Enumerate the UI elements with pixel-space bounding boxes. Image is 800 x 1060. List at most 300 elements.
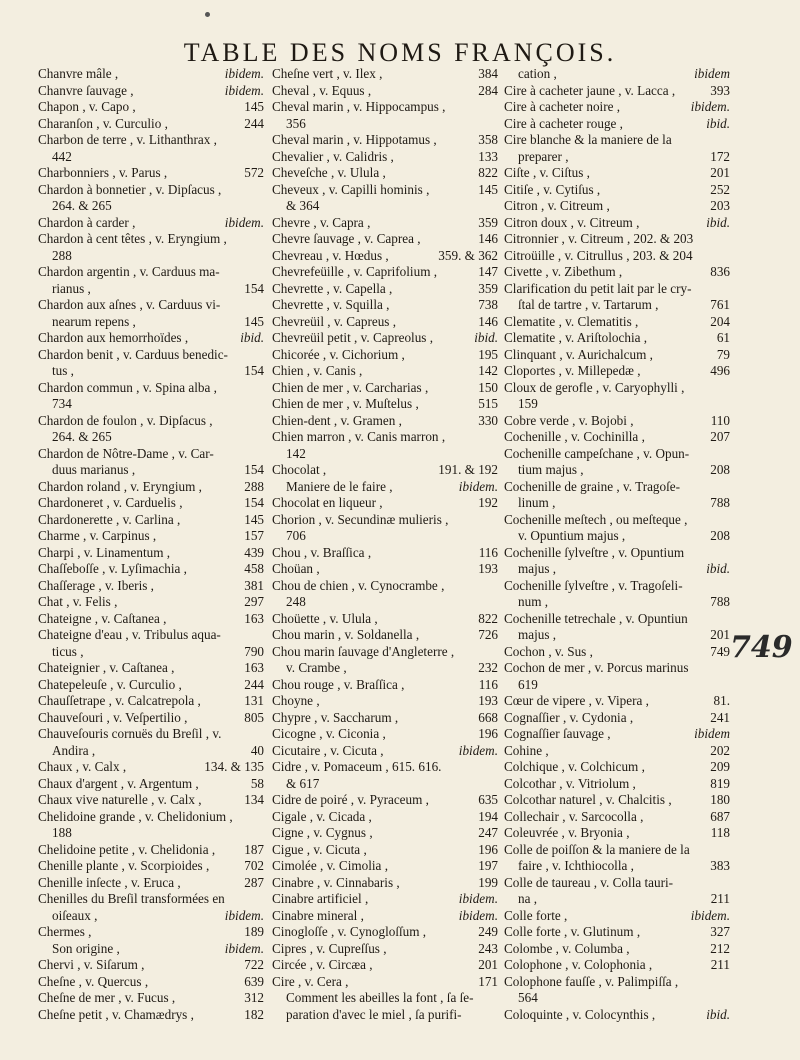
entry-term: Chien marron , v. Canis marron , (272, 429, 446, 444)
index-entry (38, 644, 264, 661)
index-entry (504, 528, 730, 545)
entry-page-ref: 145 (244, 99, 264, 114)
entry-term: Charbon de terre , v. Lithanthrax , (38, 132, 217, 147)
entry-term: Charpi , v. Linamentum , (38, 544, 171, 560)
index-entry (504, 825, 730, 842)
entry-term: Colchique , v. Colchicum , (504, 759, 645, 774)
index-entry (272, 792, 498, 809)
entry-term: Chevalier , v. Calidris , (272, 148, 394, 164)
entry-page-ref: 211 (710, 891, 730, 906)
index-entry (272, 743, 498, 760)
entry-page-ref: 790 (244, 643, 264, 659)
entry-term: Chou rouge , v. Braſſica , (272, 676, 405, 692)
entry-term: Cochenille ſylveſtre , v. Tragoſeli- (504, 577, 683, 593)
entry-term: Cochenille tetrechale , v. Opuntiun (504, 610, 688, 626)
index-entry (38, 726, 264, 743)
index-entry (504, 149, 730, 166)
index-entry (504, 561, 730, 578)
index-entry (272, 545, 498, 562)
entry-term: Choyne , (272, 693, 320, 708)
entry-term: rianus , (52, 280, 91, 296)
entry-page-ref: ibidem. (458, 907, 498, 923)
entry-term: Chenille plante , v. Scorpioides , (38, 858, 210, 873)
entry-term: Maniere de le faire , (286, 478, 393, 494)
entry-page-ref: 116 (478, 676, 498, 692)
index-entry (504, 924, 730, 941)
entry-page-ref: 134 (244, 792, 264, 807)
index-entry (272, 941, 498, 958)
index-entry (504, 578, 730, 595)
entry-term: Cidre , v. Pomaceum , 615. 616. (272, 759, 442, 774)
entry-term: Cognaſſier ſauvage , (504, 726, 611, 741)
index-entry (38, 479, 264, 496)
entry-term: Cicutaire , v. Cicuta , (272, 742, 384, 758)
entry-term: Cheval , v. Equus , (272, 82, 372, 98)
entry-page-ref: 180 (710, 792, 730, 807)
entry-term: Chocolat , (272, 462, 327, 477)
index-entry (504, 809, 730, 826)
index-entry (272, 99, 498, 116)
entry-term: Cloportes , v. Millepedæ , (504, 363, 641, 378)
entry-term: Cheſne petit , v. Chamædrys , (38, 1006, 194, 1022)
entry-page-ref: 197 (478, 858, 498, 873)
entry-term: Chardon aux aſnes , v. Carduus vi- (38, 297, 221, 312)
entry-page-ref: ibidem (694, 726, 730, 741)
entry-page-ref: 131 (244, 693, 264, 708)
index-entry (504, 875, 730, 892)
entry-page-ref: 199 (478, 874, 498, 890)
entry-page-ref: 118 (710, 825, 730, 840)
index-entry (504, 396, 730, 413)
entry-term: ſtal de tartre , v. Tartarum , (518, 297, 659, 312)
index-entry (504, 479, 730, 496)
entry-page-ref: ibid. (474, 330, 498, 345)
index-entry (38, 693, 264, 710)
entry-term: Chien , v. Canis , (272, 363, 363, 378)
index-entry (504, 116, 730, 133)
index-entry (504, 446, 730, 463)
index-entry (272, 858, 498, 875)
entry-term: Andira , (52, 742, 96, 758)
index-entry (38, 429, 264, 446)
entry-page-ref: 738 (478, 297, 498, 312)
entry-page-ref: 836 (710, 264, 730, 279)
entry-term: Cheſne vert , v. Ilex , (272, 66, 383, 81)
entry-page-ref: 288 (244, 478, 264, 494)
entry-term: Son origine , (52, 940, 120, 956)
index-column-1 (38, 66, 264, 1023)
entry-term: Cognaſſier , v. Cydonia , (504, 709, 634, 725)
entry-term: Colophone , v. Colophonia , (504, 957, 653, 972)
entry-term: Cinabre mineral , (272, 907, 364, 923)
entry-term: Civette , v. Zibethum , (504, 264, 623, 279)
index-entry (272, 479, 498, 496)
index-entry (272, 231, 498, 248)
index-entry (38, 875, 264, 892)
index-entry (38, 264, 264, 281)
entry-page-ref: 193 (478, 561, 498, 576)
entry-term: Colle de taureau , v. Colla tauri- (504, 874, 674, 890)
entry-page-ref: 146 (478, 231, 498, 246)
entry-term: 442 (52, 148, 72, 164)
entry-term: Chou marin ſauvage d'Angleterre , (272, 643, 455, 659)
entry-page-ref: 208 (710, 528, 730, 543)
entry-term: Chardon de Nôtre-Dame , v. Car- (38, 445, 214, 461)
index-entry (272, 248, 498, 265)
index-entry (38, 842, 264, 859)
entry-page-ref: 201 (710, 627, 730, 642)
entry-term: Chevre , v. Capra , (272, 214, 371, 230)
index-entry (272, 380, 498, 397)
entry-term: Chelidoine petite , v. Chelidonia , (38, 841, 216, 857)
entry-term: Chevreau , v. Hœdus , (272, 247, 389, 263)
index-entry (272, 594, 498, 611)
entry-page-ref: 726 (478, 627, 498, 642)
index-entry (272, 924, 498, 941)
index-entry (504, 182, 730, 199)
index-entry (504, 165, 730, 182)
index-entry (272, 578, 498, 595)
index-entry (504, 83, 730, 100)
index-entry (38, 66, 264, 83)
entry-page-ref: 381 (244, 577, 264, 593)
entry-page-ref: ibidem. (458, 478, 498, 494)
entry-page-ref: 635 (478, 792, 498, 807)
index-entry (504, 627, 730, 644)
index-entry (272, 627, 498, 644)
entry-page-ref: 196 (478, 841, 498, 857)
index-entry (272, 825, 498, 842)
entry-term: Colcothar , v. Vitriolum , (504, 775, 636, 791)
entry-term: majus , (518, 627, 557, 642)
index-entry (38, 83, 264, 100)
entry-term: 706 (286, 528, 306, 543)
index-entry (38, 759, 264, 776)
index-entry (504, 215, 730, 232)
ink-spot (205, 12, 210, 17)
index-entry (38, 132, 264, 149)
index-entry (504, 710, 730, 727)
index-entry (38, 743, 264, 760)
entry-page-ref: ibidem. (224, 214, 264, 230)
entry-term: Chevreüil petit , v. Capreolus , (272, 330, 434, 345)
entry-page-ref: 150 (478, 379, 498, 395)
entry-term: Chaux , v. Calx , (38, 759, 127, 774)
index-entry (504, 594, 730, 611)
index-entry (38, 776, 264, 793)
entry-page-ref: 145 (244, 511, 264, 527)
index-entry (38, 380, 264, 397)
entry-term: ticus , (52, 643, 84, 659)
index-entry (38, 297, 264, 314)
entry-term: 619 (518, 676, 538, 692)
entry-page-ref: 287 (244, 874, 264, 890)
entry-term: Chelidoine grande , v. Chelidonium , (38, 808, 233, 824)
index-entry (272, 446, 498, 463)
index-entry (38, 149, 264, 166)
index-entry (38, 528, 264, 545)
index-entry (38, 495, 264, 512)
entry-page-ref: 722 (244, 957, 264, 972)
index-entry (272, 66, 498, 83)
index-entry (504, 776, 730, 793)
entry-page-ref: 61 (716, 330, 730, 345)
index-column-3 (504, 66, 730, 1023)
entry-page-ref: 358 (478, 132, 498, 147)
index-entry (272, 908, 498, 925)
entry-page-ref: 154 (244, 462, 264, 477)
entry-term: Cidre de poiré , v. Pyraceum , (272, 792, 429, 807)
index-entry (272, 83, 498, 100)
index-entry (38, 545, 264, 562)
entry-page-ref: 496 (710, 363, 730, 378)
entry-term: Cochenille ſylveſtre , v. Opuntium (504, 544, 685, 560)
index-entry (504, 1007, 730, 1024)
entry-term: Chou marin , v. Soldanella , (272, 627, 420, 642)
entry-term: Chateignier , v. Caſtanea , (38, 660, 175, 675)
entry-term: Colombe , v. Columba , (504, 940, 630, 956)
entry-page-ref: 134. & 135 (204, 759, 264, 774)
entry-page-ref: ibid. (706, 214, 730, 230)
index-entry (504, 974, 730, 991)
index-entry (504, 677, 730, 694)
entry-term: Cochenille meſtech , ou meſteque , (504, 511, 688, 527)
index-entry (38, 891, 264, 908)
index-entry (272, 413, 498, 430)
index-entry (38, 512, 264, 529)
entry-page-ref: 458 (244, 561, 264, 576)
entry-term: Cire , v. Cera , (272, 973, 349, 989)
entry-page-ref: 209 (710, 759, 730, 774)
entry-page-ref: ibidem. (690, 907, 730, 923)
index-entry (38, 182, 264, 199)
index-entry (272, 495, 498, 512)
index-entry (38, 908, 264, 925)
entry-page-ref: 702 (244, 858, 264, 873)
entry-term: & 364 (286, 198, 320, 213)
entry-page-ref: ibid. (706, 115, 730, 131)
entry-page-ref: 359. & 362 (438, 247, 498, 263)
index-entry (38, 281, 264, 298)
entry-page-ref: 207 (710, 429, 730, 444)
index-entry (38, 957, 264, 974)
entry-term: oiſeaux , (52, 907, 98, 923)
entry-term: Chardon à cent têtes , v. Eryngium , (38, 231, 227, 246)
index-entry (504, 512, 730, 529)
entry-term: Chaux d'argent , v. Argentum , (38, 775, 199, 791)
entry-term: Chevrette , v. Capella , (272, 280, 393, 296)
index-entry (272, 974, 498, 991)
index-entry (38, 396, 264, 413)
index-entry (504, 545, 730, 562)
entry-term: Chaſſerage , v. Iberis , (38, 577, 154, 593)
entry-term: Chicorée , v. Cichorium , (272, 346, 405, 362)
index-column-2 (272, 66, 498, 1023)
index-entry (272, 957, 498, 974)
entry-term: Cheval marin , v. Hippotamus , (272, 132, 437, 147)
index-entry (272, 182, 498, 199)
index-entry (38, 611, 264, 628)
index-entry (504, 858, 730, 875)
entry-term: Clematite , v. Ariſtolochia , (504, 330, 648, 345)
entry-term: Citronnier , v. Citreum , 202. & 203 (504, 231, 694, 246)
entry-term: 159 (518, 396, 538, 411)
index-entry (272, 363, 498, 380)
entry-page-ref: 187 (244, 841, 264, 857)
index-entry (272, 710, 498, 727)
entry-page-ref: 249 (478, 924, 498, 939)
entry-page-ref: 116 (478, 544, 498, 560)
entry-term: Chypre , v. Saccharum , (272, 709, 399, 725)
index-entry (504, 792, 730, 809)
entry-page-ref: 211 (710, 957, 730, 972)
entry-term: 248 (286, 594, 306, 609)
index-entry (272, 297, 498, 314)
index-entry (38, 924, 264, 941)
index-entry (504, 66, 730, 83)
entry-term: Chauſſetrape , v. Calcatrepola , (38, 693, 201, 708)
entry-term: Chardon argentin , v. Carduus ma- (38, 264, 220, 279)
entry-page-ref: 110 (710, 412, 730, 428)
entry-term: 564 (518, 990, 538, 1005)
entry-page-ref: 191. & 192 (438, 462, 498, 477)
index-entry (272, 660, 498, 677)
entry-term: Cire à cacheter jaune , v. Lacca , (504, 82, 676, 98)
index-entry (38, 413, 264, 430)
entry-term: Choüan , (272, 561, 320, 576)
entry-page-ref: 196 (478, 726, 498, 741)
entry-term: cation , (518, 66, 557, 81)
entry-page-ref: 639 (244, 973, 264, 989)
entry-page-ref: 147 (478, 264, 498, 279)
entry-term: Cohine , (504, 742, 549, 758)
entry-term: Chevreüil , v. Capreus , (272, 313, 397, 329)
entry-term: Cire à cacheter noire , (504, 99, 621, 114)
index-entry (504, 347, 730, 364)
index-entry (38, 248, 264, 265)
index-entry (504, 726, 730, 743)
entry-term: 264. & 265 (52, 198, 112, 213)
entry-page-ref: 247 (478, 825, 498, 840)
entry-page-ref: 208 (710, 462, 730, 477)
index-entry (504, 264, 730, 281)
entry-term: Cigale , v. Cicada , (272, 808, 372, 824)
index-entry (504, 660, 730, 677)
entry-term: Chou , v. Braſſica , (272, 544, 372, 560)
entry-page-ref: ibidem (694, 66, 730, 81)
index-entry (504, 99, 730, 116)
entry-term: Citron doux , v. Citreum , (504, 214, 640, 230)
index-entry (504, 644, 730, 661)
entry-term: Chien de mer , v. Carcharias , (272, 379, 429, 395)
index-entry (272, 611, 498, 628)
entry-page-ref: 252 (710, 181, 730, 197)
entry-term: Chanvre ſauvage , (38, 82, 134, 98)
index-entry (272, 776, 498, 793)
entry-term: tus , (52, 363, 74, 378)
index-entry (504, 281, 730, 298)
index-entry (272, 677, 498, 694)
index-entry (272, 990, 498, 1007)
index-entry (38, 627, 264, 644)
entry-term: Charme , v. Carpinus , (38, 528, 157, 543)
entry-page-ref: 133 (478, 148, 498, 164)
entry-page-ref: 761 (710, 297, 730, 312)
entry-term: Chien-dent , v. Gramen , (272, 412, 402, 428)
entry-term: Chardon benit , v. Carduus benedic- (38, 346, 228, 362)
entry-term: nearum repens , (52, 313, 136, 329)
entry-term: Chevre ſauvage , v. Caprea , (272, 231, 421, 246)
entry-page-ref: 154 (244, 495, 264, 510)
entry-term: Citiſe , v. Cytiſus , (504, 181, 601, 197)
entry-term: Chenilles du Breſil transformées en (38, 891, 225, 906)
entry-page-ref: 243 (478, 940, 498, 956)
entry-term: 288 (52, 247, 72, 263)
index-entry (272, 759, 498, 776)
index-entry (272, 693, 498, 710)
index-entry (38, 677, 264, 694)
index-entry (38, 314, 264, 331)
index-entry (38, 1007, 264, 1024)
entry-page-ref: 145 (244, 313, 264, 329)
entry-page-ref: 668 (478, 709, 498, 725)
index-entry (272, 462, 498, 479)
entry-page-ref: 145 (478, 181, 498, 197)
index-entry (504, 231, 730, 248)
entry-term: 734 (52, 396, 72, 411)
entry-term: preparer , (518, 148, 569, 164)
index-entry (504, 314, 730, 331)
entry-term: Charanſon , v. Curculio , (38, 115, 168, 131)
index-entry (272, 264, 498, 281)
entry-term: Cimolée , v. Cimolia , (272, 858, 388, 873)
entry-term: Cochon , v. Sus , (504, 643, 593, 659)
entry-term: Chanvre mâle , (38, 66, 119, 81)
entry-term: v. Opuntium majus , (518, 528, 626, 543)
entry-page-ref: 241 (710, 709, 730, 725)
entry-page-ref: 212 (710, 940, 730, 956)
entry-term: Clematite , v. Clematitis , (504, 313, 639, 329)
index-entry (272, 314, 498, 331)
entry-page-ref: 822 (478, 165, 498, 180)
entry-term: 188 (52, 825, 72, 840)
entry-page-ref: 749 (710, 643, 730, 659)
entry-page-ref: 297 (244, 594, 264, 609)
entry-term: Colle forte , v. Glutinum , (504, 924, 641, 939)
entry-page-ref: 284 (478, 82, 498, 98)
entry-term: Chevrefeüille , v. Caprifolium , (272, 264, 438, 279)
entry-term: Circée , v. Circæa , (272, 957, 373, 972)
entry-page-ref: ibid. (706, 1006, 730, 1022)
index-entry (38, 363, 264, 380)
entry-page-ref: ibid. (706, 561, 730, 576)
index-entry (272, 528, 498, 545)
entry-page-ref: 572 (244, 165, 264, 180)
index-entry (38, 198, 264, 215)
entry-term: Chateigne , v. Caſtanea , (38, 610, 167, 626)
entry-term: paration d'avec le miel , ſa purifi- (286, 1006, 462, 1022)
index-entry (272, 330, 498, 347)
entry-term: Chatepeleuſe , v. Curculio , (38, 676, 182, 692)
entry-term: Chou de chien , v. Cynocrambe , (272, 577, 445, 593)
index-entry (504, 429, 730, 446)
entry-term: 356 (286, 115, 306, 131)
entry-page-ref: 244 (244, 676, 264, 692)
entry-page-ref: 79 (716, 346, 730, 362)
index-entry (504, 611, 730, 628)
entry-term: Chien de mer , v. Muſtelus , (272, 396, 419, 411)
index-entry (504, 297, 730, 314)
